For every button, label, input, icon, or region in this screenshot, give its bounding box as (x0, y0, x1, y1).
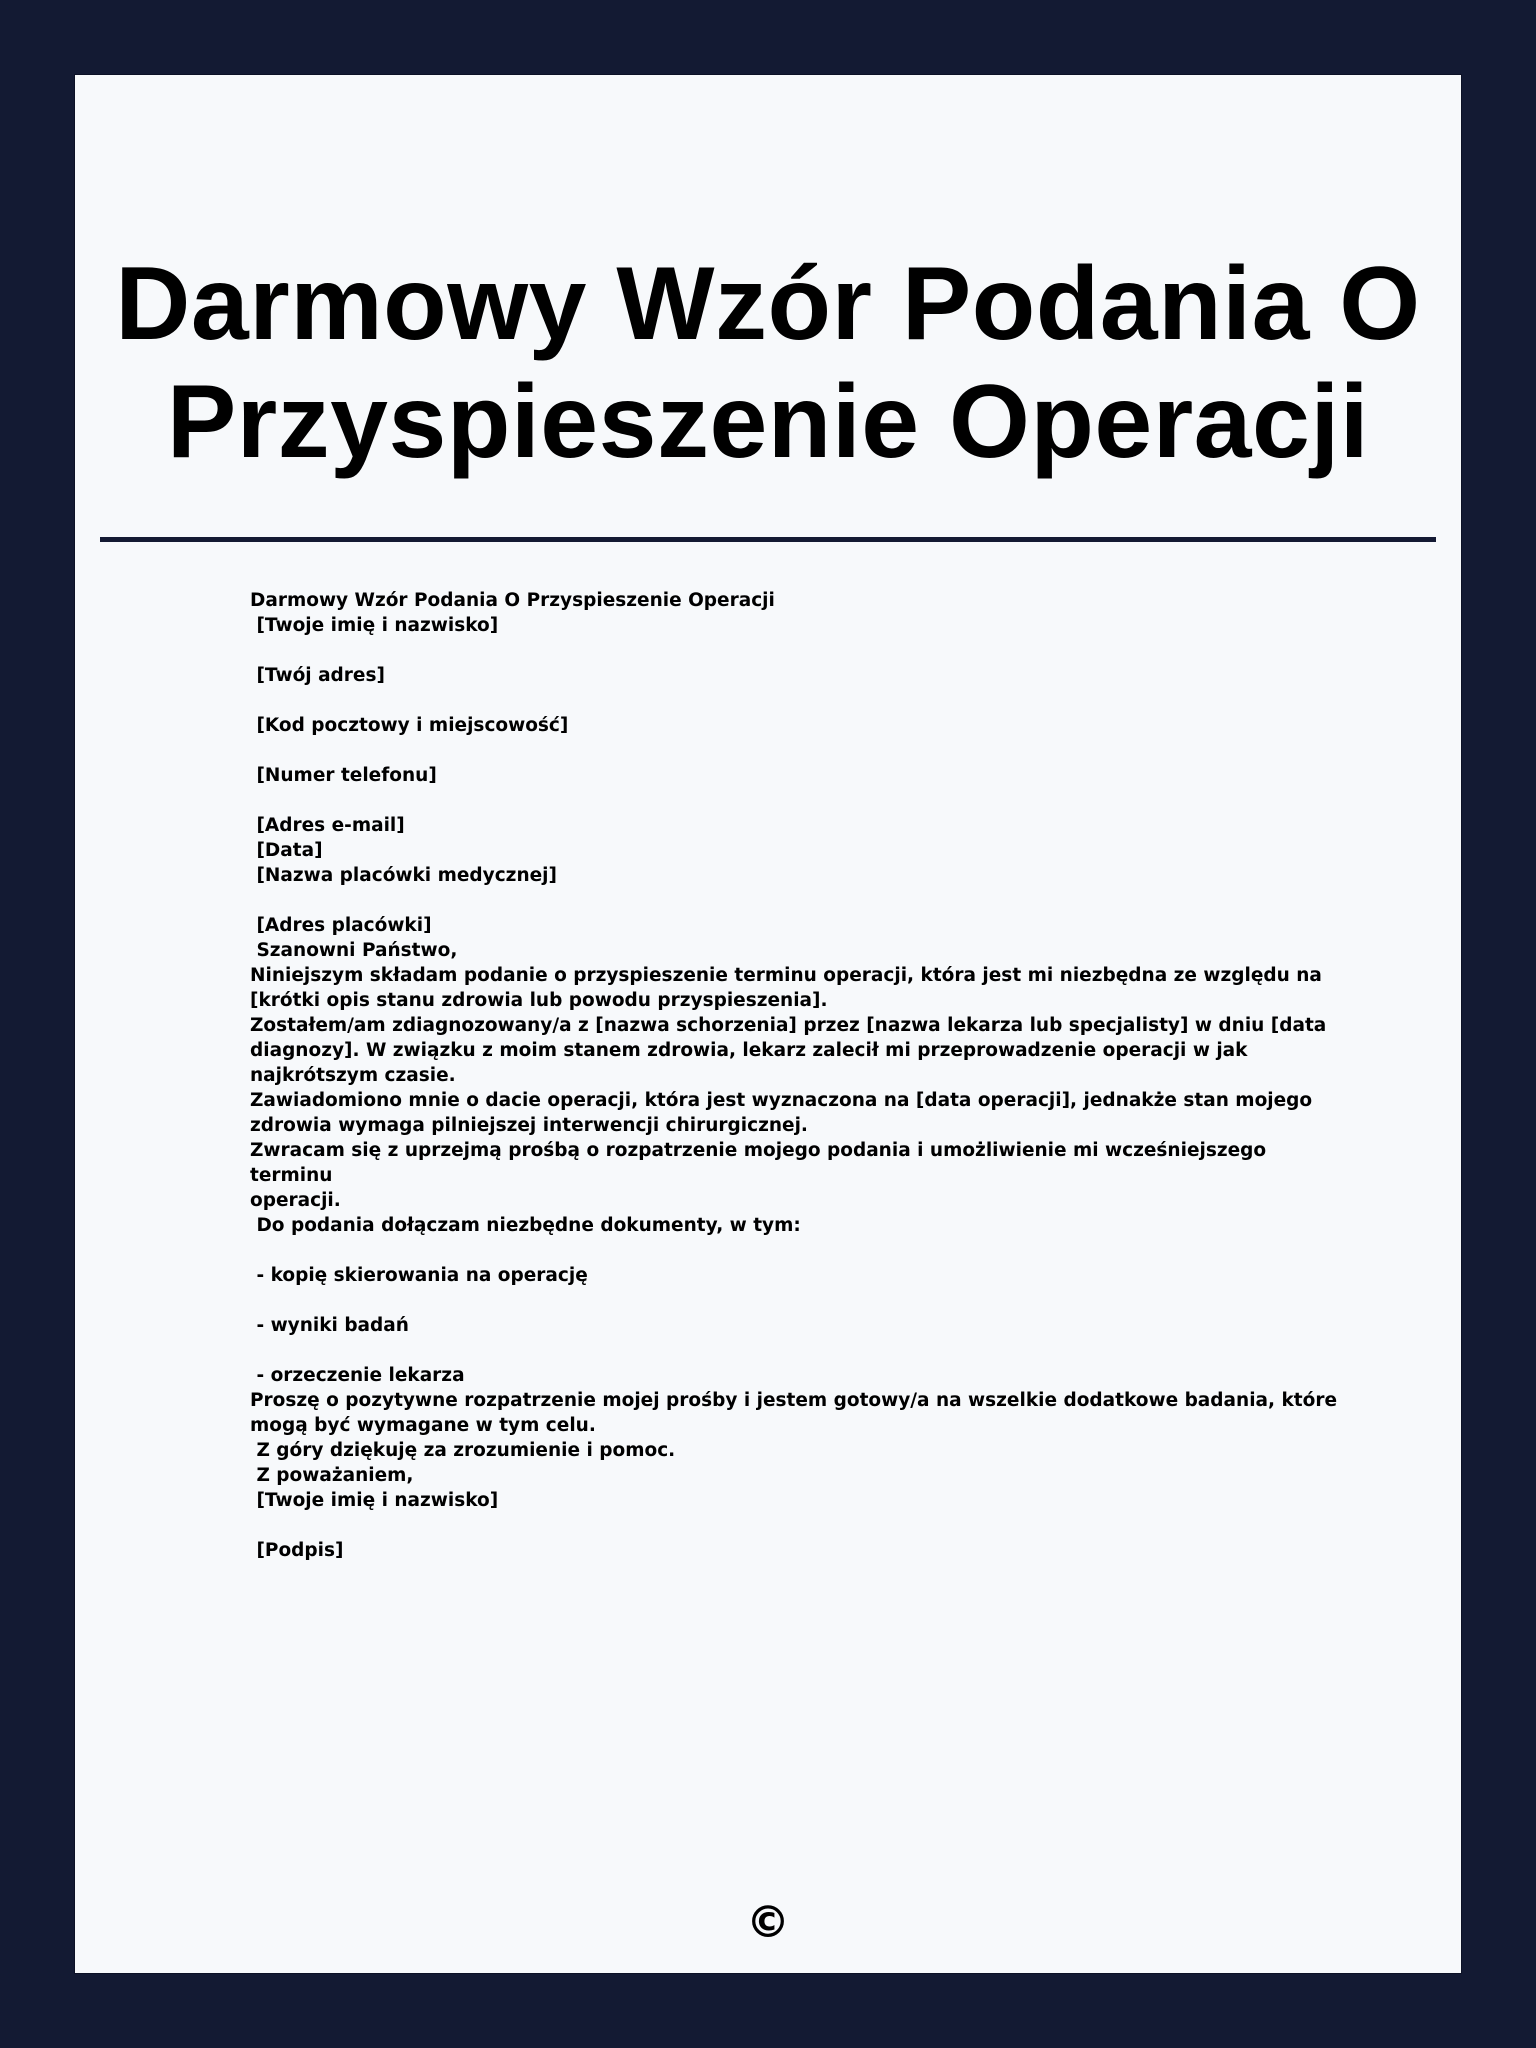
page-title: Darmowy Wzór Podania O Przyspieszenie Operacji (115, 246, 1421, 480)
document-page (75, 75, 1461, 1973)
copyright-icon: © (746, 1897, 790, 1948)
letter-body: Darmowy Wzór Podania O Przyspieszenie Operacji [Twoje imię i nazwisko] [Twój adres] [Kod pocztowy i miejscowość] [Numer telefonu] [Adres e-mail] [Data] [Nazwa placówki medycznej] [Adres placówki] Szanowni Państwo, Niniejszym składam podanie o przyspieszenie terminu operacji, która jest mi niezbędna ze względu na [krótki opis stanu zdrowia lub powodu przyspieszenia]. Zostałem/am zdiagnozowany/a z [nazwa schorzenia] przez [nazwa lekarza lub specjalisty] w dniu [data diagnozy]. W związku z moim stanem zdrowia, lekarz zalecił mi przeprowadzenie operacji w jak najkrótszym czasie. Zawiadomiono mnie o dacie operacji, która jest wyznaczona na [data operacji], jednakże stan mojego zdrowia wymaga pilniejszej interwencji chirurgicznej. Zwracam się z uprzejmą prośbą o rozpatrzenie mojego podania i umożliwienie mi wcześniejszego terminu operacji. Do podania dołączam niezbędne dokumenty, w tym: - kopię skierowania na operację - wyniki badań - orzeczenie lekarza Proszę o pozytywne rozpatrzenie mojej prośby i jestem gotowy/a na wszelkie dodatkowe badania, które mogą być wymagane w tym celu. Z góry dziękuję za zrozumienie i pomoc. Z poważaniem, [Twoje imię i nazwisko] [Podpis] (250, 590, 1338, 1561)
title-divider (100, 537, 1436, 542)
